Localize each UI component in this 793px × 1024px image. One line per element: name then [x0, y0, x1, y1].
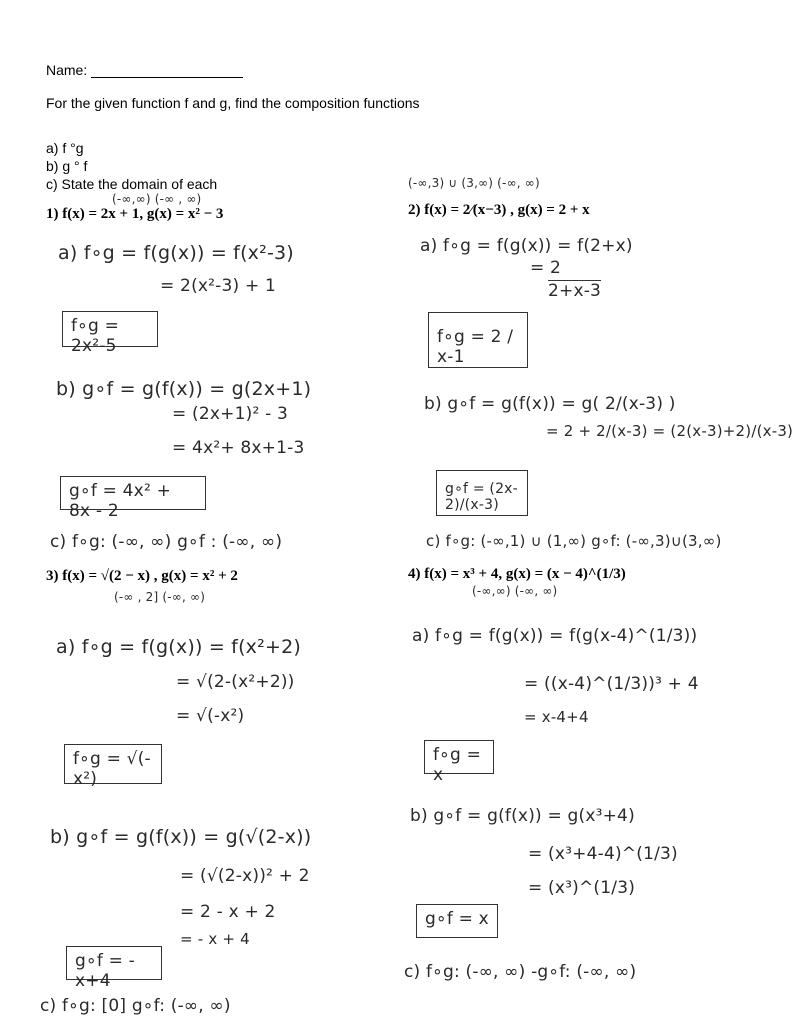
p3-a-answer-box	[64, 744, 162, 789]
p1-domain-notes: (-∞,∞) (-∞ , ∞)	[112, 192, 202, 206]
p1-c-line: c) f∘g: (-∞, ∞) g∘f : (-∞, ∞)	[50, 532, 283, 552]
p2-c-line: c) f∘g: (-∞,1) ∪ (1,∞) g∘f: (-∞,3)∪(3,∞)	[426, 532, 722, 550]
p2-b-answer-box	[436, 470, 528, 516]
p1-a-answer-box	[62, 311, 158, 356]
p4-a-answer-box	[424, 740, 494, 785]
p1-b-line-2: = (2x+1)² - 3	[172, 404, 289, 424]
p4-b-answer-box	[416, 904, 498, 938]
p4-b-line-2: = (x³+4-4)^(1/3)	[528, 844, 678, 864]
p3-a-answer: f∘g = √(-x²)	[73, 749, 151, 789]
p2-b-line-2: = 2 + 2/(x-3) = (2(x-3)+2)/(x-3)	[546, 422, 793, 440]
p3-a-line-2: = √(2-(x²+2))	[176, 672, 295, 692]
p4-a-answer: f∘g = x	[433, 745, 482, 785]
p1-a-answer: f∘g = 2x²-5	[71, 316, 120, 356]
p3-b-answer: g∘f = - x+4	[75, 951, 136, 991]
p1-a-line-1: a) f∘g = f(g(x)) = f(x²-3)	[58, 242, 294, 264]
instructions: For the given function f and g, find the composition functions	[46, 95, 420, 111]
p3-domain-notes: (-∞ , 2] (-∞, ∞)	[114, 590, 206, 604]
p3-statement: 3) f(x) = √(2 − x) , g(x) = x² + 2	[46, 568, 238, 584]
p1-a-line-2: = 2(x²-3) + 1	[160, 276, 277, 296]
p2-domain-notes: (-∞,3) ∪ (3,∞) (-∞, ∞)	[408, 176, 540, 190]
p2-a-line-2: = 2	[530, 258, 562, 278]
p1-b-line-3: = 4x²+ 8x+1-3	[172, 438, 305, 458]
p3-c-line: c) f∘g: [0] g∘f: (-∞, ∞)	[40, 996, 231, 1016]
p4-a-line-2: = ((x-4)^(1/3))³ + 4	[524, 674, 699, 694]
p4-c-line: c) f∘g: (-∞, ∞) -g∘f: (-∞, ∞)	[404, 962, 637, 982]
p4-b-line-3: = (x³)^(1/3)	[528, 878, 636, 898]
p4-a-line-3: = x-4+4	[524, 708, 589, 726]
p3-b-line-1: b) g∘f = g(f(x)) = g(√(2-x))	[50, 826, 312, 848]
part-b-label: b) g ° f	[46, 158, 88, 174]
p1-statement: 1) f(x) = 2x + 1, g(x) = x² − 3	[46, 206, 224, 222]
p4-domain-notes: (-∞,∞) (-∞, ∞)	[472, 584, 558, 598]
p3-b-answer-box	[66, 946, 162, 991]
p2-statement: 2) f(x) = 2⁄(x−3) , g(x) = 2 + x	[408, 202, 590, 218]
p1-b-answer-box	[60, 476, 206, 521]
p2-b-line-1: b) g∘f = g(f(x)) = g( 2/(x-3) )	[424, 394, 676, 414]
p3-b-line-4: = - x + 4	[180, 930, 250, 948]
p2-b-answer: g∘f = (2x-2)/(x-3)	[445, 481, 518, 513]
part-c-label: c) State the domain of each	[46, 176, 218, 192]
p4-statement: 4) f(x) = x³ + 4, g(x) = (x − 4)^(1/3)	[408, 566, 626, 582]
p1-b-answer: g∘f = 4x² + 8x - 2	[69, 481, 172, 521]
name-blank-line	[91, 65, 243, 78]
p2-a-answer: f∘g = 2 / x-1	[437, 327, 514, 367]
p2-a-answer-box	[428, 312, 528, 368]
p2-a-line-1: a) f∘g = f(g(x)) = f(2+x)	[420, 236, 633, 256]
p4-a-line-1: a) f∘g = f(g(x)) = f(g(x-4)^(1/3))	[412, 626, 698, 646]
p3-a-line-1: a) f∘g = f(g(x)) = f(x²+2)	[56, 636, 301, 658]
name-label: Name:	[46, 62, 243, 78]
p4-b-line-1: b) g∘f = g(f(x)) = g(x³+4)	[410, 806, 635, 826]
p4-b-answer: g∘f = x	[425, 909, 489, 929]
p3-b-line-2: = (√(2-x))² + 2	[180, 866, 310, 886]
p2-a-line-3: 2+x-3	[548, 281, 602, 301]
p3-a-line-3: = √(-x²)	[176, 706, 245, 726]
p1-b-line-1: b) g∘f = g(f(x)) = g(2x+1)	[56, 378, 312, 400]
p3-b-line-3: = 2 - x + 2	[180, 902, 276, 922]
part-a-label: a) f °g	[46, 140, 84, 156]
